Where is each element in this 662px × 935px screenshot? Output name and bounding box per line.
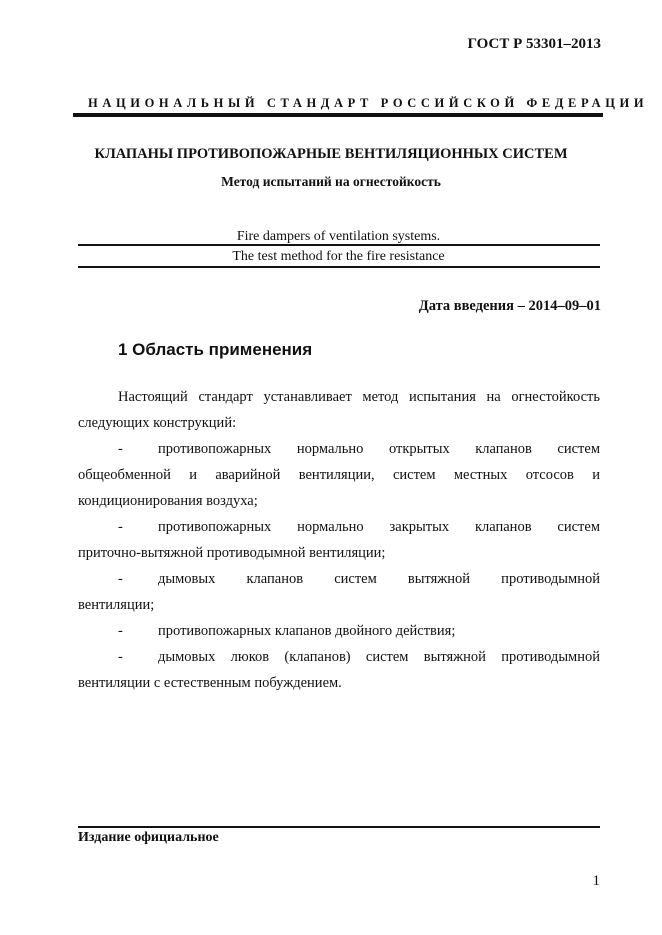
introduction-date: Дата введения – 2014–09–01	[418, 298, 601, 314]
section-heading: 1 Область применения	[118, 340, 313, 359]
english-title-rule-top	[78, 244, 600, 246]
official-edition-label: Издание официальное	[78, 830, 219, 845]
list-item	[78, 436, 600, 514]
footer-rule	[78, 826, 600, 828]
list-dash: -	[118, 571, 123, 587]
list-item-first-line: противопожарных нормально открытых клапанов систем	[158, 441, 600, 457]
list-dash: -	[118, 623, 123, 639]
list-item	[78, 514, 600, 566]
list-dash: -	[118, 649, 123, 665]
list-item-first-line: противопожарных клапанов двойного действия;	[158, 623, 456, 639]
list-item-first-line: дымовых люков (клапанов) систем вытяжной противодымной	[158, 649, 600, 665]
english-title-line1: Fire dampers of ventilation systems.	[236, 229, 441, 244]
list-item	[78, 644, 600, 696]
document-number: ГОСТ Р 53301–2013	[467, 36, 601, 52]
lead-paragraph: Настоящий стандарт устанавливает метод испытания на огнестойкость следующих конструкций:	[78, 389, 600, 431]
list-item-continuation: вентиляции;	[78, 597, 155, 613]
section-body	[78, 384, 600, 696]
list-item-continuation: вентиляции с естественным побуждением.	[78, 675, 342, 691]
english-title-line2: The test method for the fire resistance	[232, 249, 445, 264]
standard-subtitle: Метод испытаний на огнестойкость	[221, 174, 441, 189]
list-item-continuation: приточно-вытяжной противодымной вентиляции;	[78, 545, 386, 561]
list-item-first-line: дымовых клапанов систем вытяжной противодымной	[158, 571, 600, 587]
list-item-first-line: противопожарных нормально закрытых клапанов систем	[158, 519, 600, 535]
list-dash: -	[118, 441, 123, 457]
english-title-rule-bottom	[78, 266, 600, 268]
list-dash: -	[118, 519, 123, 535]
list-item	[78, 618, 600, 644]
list-item	[78, 566, 600, 618]
header-rule	[73, 113, 603, 117]
standard-title: КЛАПАНЫ ПРОТИВОПОЖАРНЫЕ ВЕНТИЛЯЦИОННЫХ СИСТЕМ	[94, 146, 568, 162]
list-item-continuation: общеобменной и аварийной вентиляции, систем местных отсосов и кондиционирования воздуха;	[78, 467, 600, 509]
national-standard-title: НАЦИОНАЛЬНЫЙ СТАНДАРТ РОССИЙСКОЙ ФЕДЕРАЦИИ	[88, 96, 649, 110]
page-number: 1	[592, 873, 600, 889]
